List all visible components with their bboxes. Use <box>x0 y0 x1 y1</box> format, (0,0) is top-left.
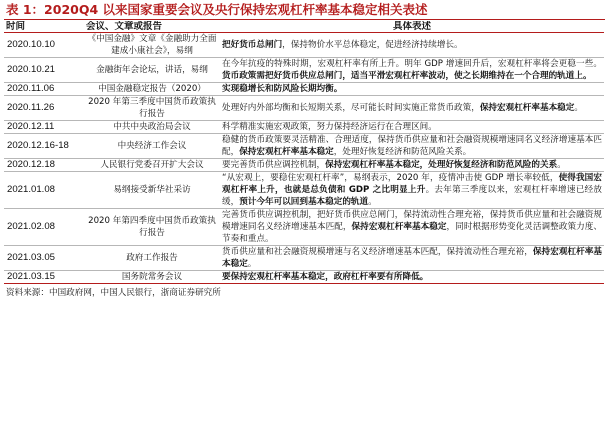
row-time: 2021.02.08 <box>4 209 84 246</box>
row-meeting: 《中国金融》文章《金融助力全面建成小康社会》，易纲 <box>84 33 220 58</box>
table-body <box>4 33 604 284</box>
row-time: 2020.11.26 <box>4 96 84 121</box>
emphasis-text: 货币政策需把好货币供应总闸门，适当平滑宏观杠杆率波动，使之长期维持在一个合理的轨道上。 <box>222 71 592 81</box>
source-note: 资料来源：中国政府网，中国人民银行，浙商证券研究所 <box>6 288 221 298</box>
header-meeting: 会议、文章或报告 <box>84 21 220 33</box>
row-time: 2021.03.15 <box>4 271 84 284</box>
row-meeting: 易纲接受新华社采访 <box>84 172 220 209</box>
description-text: 货币供应量和社会融资规模增速与名义经济增速基本匹配，保持流动性合理充裕， <box>222 247 533 257</box>
description-text: 处理好内外部均衡和长短期关系，尽可能长时间实施正常货币政策， <box>222 103 480 113</box>
table-row <box>4 271 604 284</box>
table-row <box>4 172 604 209</box>
row-meeting: 中国金融稳定报告（2020） <box>84 83 220 96</box>
row-meeting: 金融街年会论坛，讲话，易纲 <box>84 58 220 83</box>
row-meeting: 国务院常务会议 <box>84 271 220 284</box>
emphasis-text: 预计今年可以回到基本稳定的轨道 <box>239 197 369 207</box>
description-text: 科学精准实施宏观政策，努力保持经济运行在合理区间。 <box>222 122 437 132</box>
emphasis-text: 使得我国宏观杠杆率上升，也就是总负债和 GDP 之比明显上升 <box>222 173 602 195</box>
row-description <box>220 83 604 96</box>
emphasis-text: 保持宏观杠杆率基本稳定 <box>479 103 575 113</box>
row-meeting: 中共中央政治局会议 <box>84 121 220 134</box>
row-time: 2021.03.05 <box>4 246 84 271</box>
row-time: 2020.12.18 <box>4 159 84 172</box>
description-text: ，同时根据形势变化灵活调整政策力度、节奏和重点。 <box>222 222 602 244</box>
description-text: 要完善货币供应调控机制， <box>222 160 326 170</box>
emphasis-text: 保持宏观杠杆率基本稳定 <box>222 247 602 269</box>
row-description <box>220 246 604 271</box>
table-row <box>4 58 604 83</box>
description-text: 在今年抗疫的特殊时期，宏观杠杆率有所上升。明年 GDP 增速回升后，宏观杠杆率将会更稳一些。 <box>222 59 602 69</box>
header-description: 具体表述 <box>220 21 604 33</box>
table-row <box>4 159 604 172</box>
row-description <box>220 96 604 121</box>
header-time: 时间 <box>4 21 84 33</box>
row-description <box>220 271 604 284</box>
row-time: 2020.11.06 <box>4 83 84 96</box>
emphasis-text: 保持宏观杠杆率基本稳定 <box>351 222 447 232</box>
description-text: 。 <box>557 160 566 170</box>
row-description <box>220 172 604 209</box>
table-header-row <box>4 21 604 33</box>
row-meeting: 人民银行党委召开扩大会议 <box>84 159 220 172</box>
row-time: 2021.01.08 <box>4 172 84 209</box>
row-meeting: 2020 年第三季度中国货币政策执行报告 <box>84 96 220 121</box>
row-meeting: 政府工作报告 <box>84 246 220 271</box>
emphasis-text: 把好货币总闸门 <box>222 40 283 50</box>
row-description <box>220 209 604 246</box>
description-text: 。 <box>368 197 377 207</box>
row-meeting: 2020 年第四季度中国货币政策执行报告 <box>84 209 220 246</box>
table-row <box>4 209 604 246</box>
table-title: 表 1：2020Q4 以来国家重要会议及央行保持宏观杠杆率基本稳定相关表述 <box>4 2 605 20</box>
row-description <box>220 159 604 172</box>
description-text: 完善货币供应调控机制，把好货币供应总闸门，保持流动性合理充裕，保持货币供应量和社会融资规模增速同名义经济增速基本匹配， <box>222 210 602 232</box>
row-description <box>220 134 604 159</box>
emphasis-text: 保持宏观杠杆率基本稳定，处理好恢复经济和防范风险的关系 <box>325 160 558 170</box>
description-text: ，处理好恢复经济和防范风险关系。 <box>333 147 472 157</box>
table-row <box>4 246 604 271</box>
table-row <box>4 33 604 58</box>
description-text: “从宏观上，要稳住宏观杠杆率”，易纲表示，2020 年，疫情冲击使 GDP 增长率较低， <box>222 173 559 183</box>
row-description <box>220 58 604 83</box>
table-row <box>4 83 604 96</box>
policy-table <box>4 21 604 284</box>
row-time: 2020.12.11 <box>4 121 84 134</box>
description-text: 。 <box>247 259 257 269</box>
row-description <box>220 121 604 134</box>
row-time: 2020.10.21 <box>4 58 84 83</box>
description-text: 。去年第三季度以来，宏观杠杆率增速已经放缓， <box>222 185 602 207</box>
emphasis-text: 实现稳增长和防风险长期均衡。 <box>222 84 343 94</box>
emphasis-text: 要保持宏观杠杆率基本稳定，政府杠杆率要有所降低。 <box>222 272 429 282</box>
table-row <box>4 121 604 134</box>
row-time: 2020.12.16-18 <box>4 134 84 159</box>
emphasis-text: 保持宏观杠杆率基本稳定 <box>239 147 334 157</box>
table-row <box>4 134 604 159</box>
description-text: ，保持物价水平总体稳定，促进经济持续增长。 <box>282 40 463 50</box>
description-text: 稳健的货币政策要灵活精准、合理适度，保持货币供应量和社会融资规模增速同名义经济增速基本匹配， <box>222 135 602 157</box>
table-row <box>4 96 604 121</box>
row-meeting: 中央经济工作会议 <box>84 134 220 159</box>
description-text: 。 <box>574 103 583 113</box>
row-time: 2020.10.10 <box>4 33 84 58</box>
row-description <box>220 33 604 58</box>
